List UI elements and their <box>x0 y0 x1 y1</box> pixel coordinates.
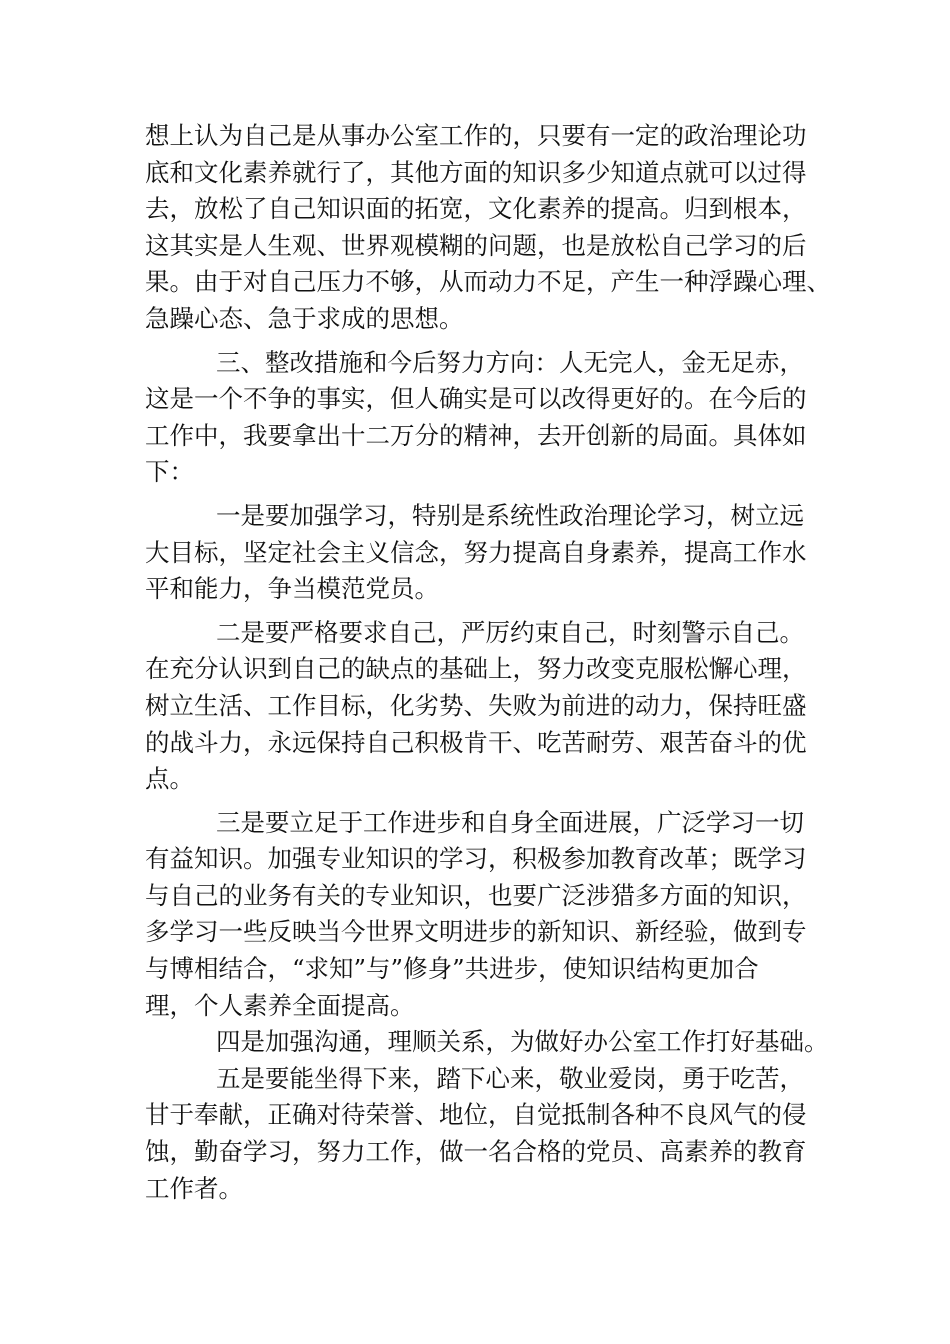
paragraph-gap <box>145 338 815 345</box>
text-line: 想上认为自己是从事办公室工作的，只要有一定的政治理论功 <box>145 121 807 150</box>
text-line: 急躁心态、急于求成的思想。 <box>145 303 464 333</box>
text-line: 工作中，我要拿出十二万分的精神，去开创新的局面。具体如 <box>145 420 807 450</box>
text-line: 多学习一些反映当今世界文明进步的新知识、新经验，做到专 <box>145 917 807 947</box>
text-line: 果。由于对自己压力不够，从而动力不足，产生一种浮躁心理、 <box>145 267 831 297</box>
text-line: 树立生活、工作目标，化劣势、失败为前进的动力，保持旺盛 <box>145 690 807 720</box>
text-line: 这其实是人生观、世界观模糊的问题，也是放松自己学习的后 <box>145 230 807 260</box>
text-line: 五是要能坐得下来，踏下心来，敬业爱岗，勇于吃苦， <box>216 1063 804 1093</box>
document-body <box>145 118 831 1207</box>
text-line: 四是加强沟通，理顺关系，为做好办公室工作打好基础。 <box>216 1027 829 1057</box>
text-line: 二是要严格要求自己，严厉约束自己，时刻警示自己。 <box>216 617 804 647</box>
text-line: 的战斗力，永远保持自己积极肯干、吃苦耐劳、艰苦奋斗的优 <box>145 727 807 757</box>
paragraph-item-one <box>145 498 815 608</box>
paragraph-section-three <box>145 345 815 491</box>
paragraph-item-five <box>145 1061 815 1207</box>
text-line: 平和能力，争当模范党员。 <box>145 574 439 604</box>
text-line: 蚀，勤奋学习，努力工作，做一名合格的党员、高素养的教育 <box>145 1137 807 1167</box>
text-line: 有益知识。加强专业知识的学习，积极参加教育改革；既学习 <box>145 844 807 874</box>
text-line: 在充分认识到自己的缺点的基础上，努力改变克服松懈心理， <box>145 654 807 684</box>
text-line: 点。 <box>145 764 194 794</box>
text-line: 理，个人素养全面提高。 <box>145 990 415 1020</box>
text-line: 与博相结合，“求知”与”修身”共进步，使知识结构更加合 <box>145 954 759 984</box>
text-line: 下： <box>145 457 194 487</box>
section-heading-line: 三、整改措施和今后努力方向：人无完人，金无足赤， <box>216 347 804 377</box>
paragraph-item-three <box>145 805 815 1025</box>
text-line: 底和文化素养就行了，其他方面的知识多少知道点就可以过得 <box>145 157 807 187</box>
paragraph-gap <box>145 608 815 615</box>
paragraph-item-four <box>145 1024 829 1061</box>
text-line: 甘于奉献，正确对待荣誉、地位，自觉抵制各种不良风气的侵 <box>145 1100 807 1130</box>
text-line: 一是要加强学习，特别是系统性政治理论学习，树立远 <box>216 500 804 530</box>
text-line: 大目标，坚定社会主义信念，努力提高自身素养，提高工作水 <box>145 537 807 567</box>
text-line: 去，放松了自己知识面的拓宽，文化素养的提高。归到根本， <box>145 194 807 224</box>
paragraph-item-two <box>145 615 815 798</box>
text-line: 工作者。 <box>145 1173 243 1203</box>
paragraph-gap <box>145 798 815 805</box>
text-line: 这是一个不争的事实，但人确实是可以改得更好的。在今后的 <box>145 384 807 414</box>
paragraph-gap <box>145 491 815 498</box>
text-line: 与自己的业务有关的专业知识，也要广泛涉猎多方面的知识， <box>145 880 807 910</box>
text-line: 三是要立足于工作进步和自身全面进展，广泛学习一切 <box>216 807 804 837</box>
paragraph-attitude-problem <box>145 118 831 338</box>
